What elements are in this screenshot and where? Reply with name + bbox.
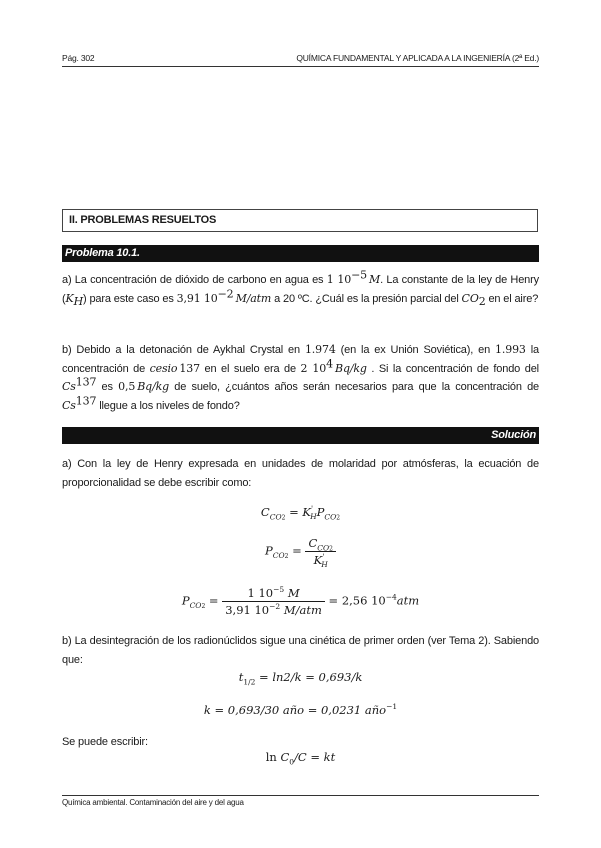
fraction: $\frac{1 10^{-5} M}{3,91 10^{-2} M/atm}$ (222, 586, 325, 617)
solution-title: Solución (491, 429, 536, 441)
problem-part-b: b) Debido a la detonación de Aykhal Crystal en 1.974 (en la ex Unión Soviética), en 1.993 la concentración de cesio 137 en el suelo era de 2 $10^4$ Bq/kg . Si la concentración de fondo del Cs$^{137}$ es 0,5 Bq/kg de suelo, ¿cuántos años serán necesarios para que la concentración de Cs$^{137}$ llegue a los niveles de fondo? (62, 343, 539, 412)
equation-half-life: $t_{1/2} = \ln 2/k = 0,693/k$ (238, 670, 363, 687)
text-write: Se puede escribir: (62, 736, 148, 748)
solution-title-bar (62, 427, 539, 444)
solution-part-a: a) Con la ley de Henry expresada en unidades de molaridad por atmósferas, la ecuación de proporcionalidad se debe escribir como: (62, 458, 539, 489)
section-title: II. PROBLEMAS RESUELTOS (62, 209, 538, 232)
problem-part-a: a) La concentración de dióxido de carbono en agua es 1 $10^{-5}$ M. La constante de la ley de Henry $(K_H)$ para este caso es 3,91 $10^{-2}$ M/atm a 20 ºC. ¿Cuál es la presión parcial del $CO_2$ en el aire? (62, 268, 539, 308)
header-rule (62, 66, 539, 67)
fraction: $\frac{C_{CO2}}{K'_H}$ (305, 536, 336, 567)
problem-title: Problema 10.1. (65, 247, 140, 259)
page-footer: Química ambiental. Contaminación del aire y del agua (62, 798, 244, 807)
equation-henry: $C_{CO2} = K'_HP_{CO2}$ (260, 504, 341, 522)
equation-rate-constant: k = 0,693/30 año = 0,0231 año$^{-1}$ (203, 702, 398, 717)
solution-part-b: b) La desintegración de los radionúclidos sigue una cinética de primer orden (ver Tema 2). Sabiendo que: (62, 635, 539, 666)
equation-first-order: $\ln C_0/C$ = kt (265, 750, 336, 767)
footer-rule (62, 795, 539, 796)
equation-result: $P_{CO2}$ = $\frac{1 10^{-5} M}{3,91 10^{-2} M/atm}$ = 2,56 $10^{-4}atm$ (181, 585, 420, 617)
problem-title-bar (62, 245, 539, 262)
book-title: QUÍMICA FUNDAMENTAL Y APLICADA A LA INGENIERÍA (2ª Ed.) (296, 53, 539, 63)
equation-partial-pressure: $P_{CO2}$ = $\frac{C_{CO2}}{K'_H}$ (62, 536, 539, 567)
page-number: Pág. 302 (62, 53, 95, 63)
